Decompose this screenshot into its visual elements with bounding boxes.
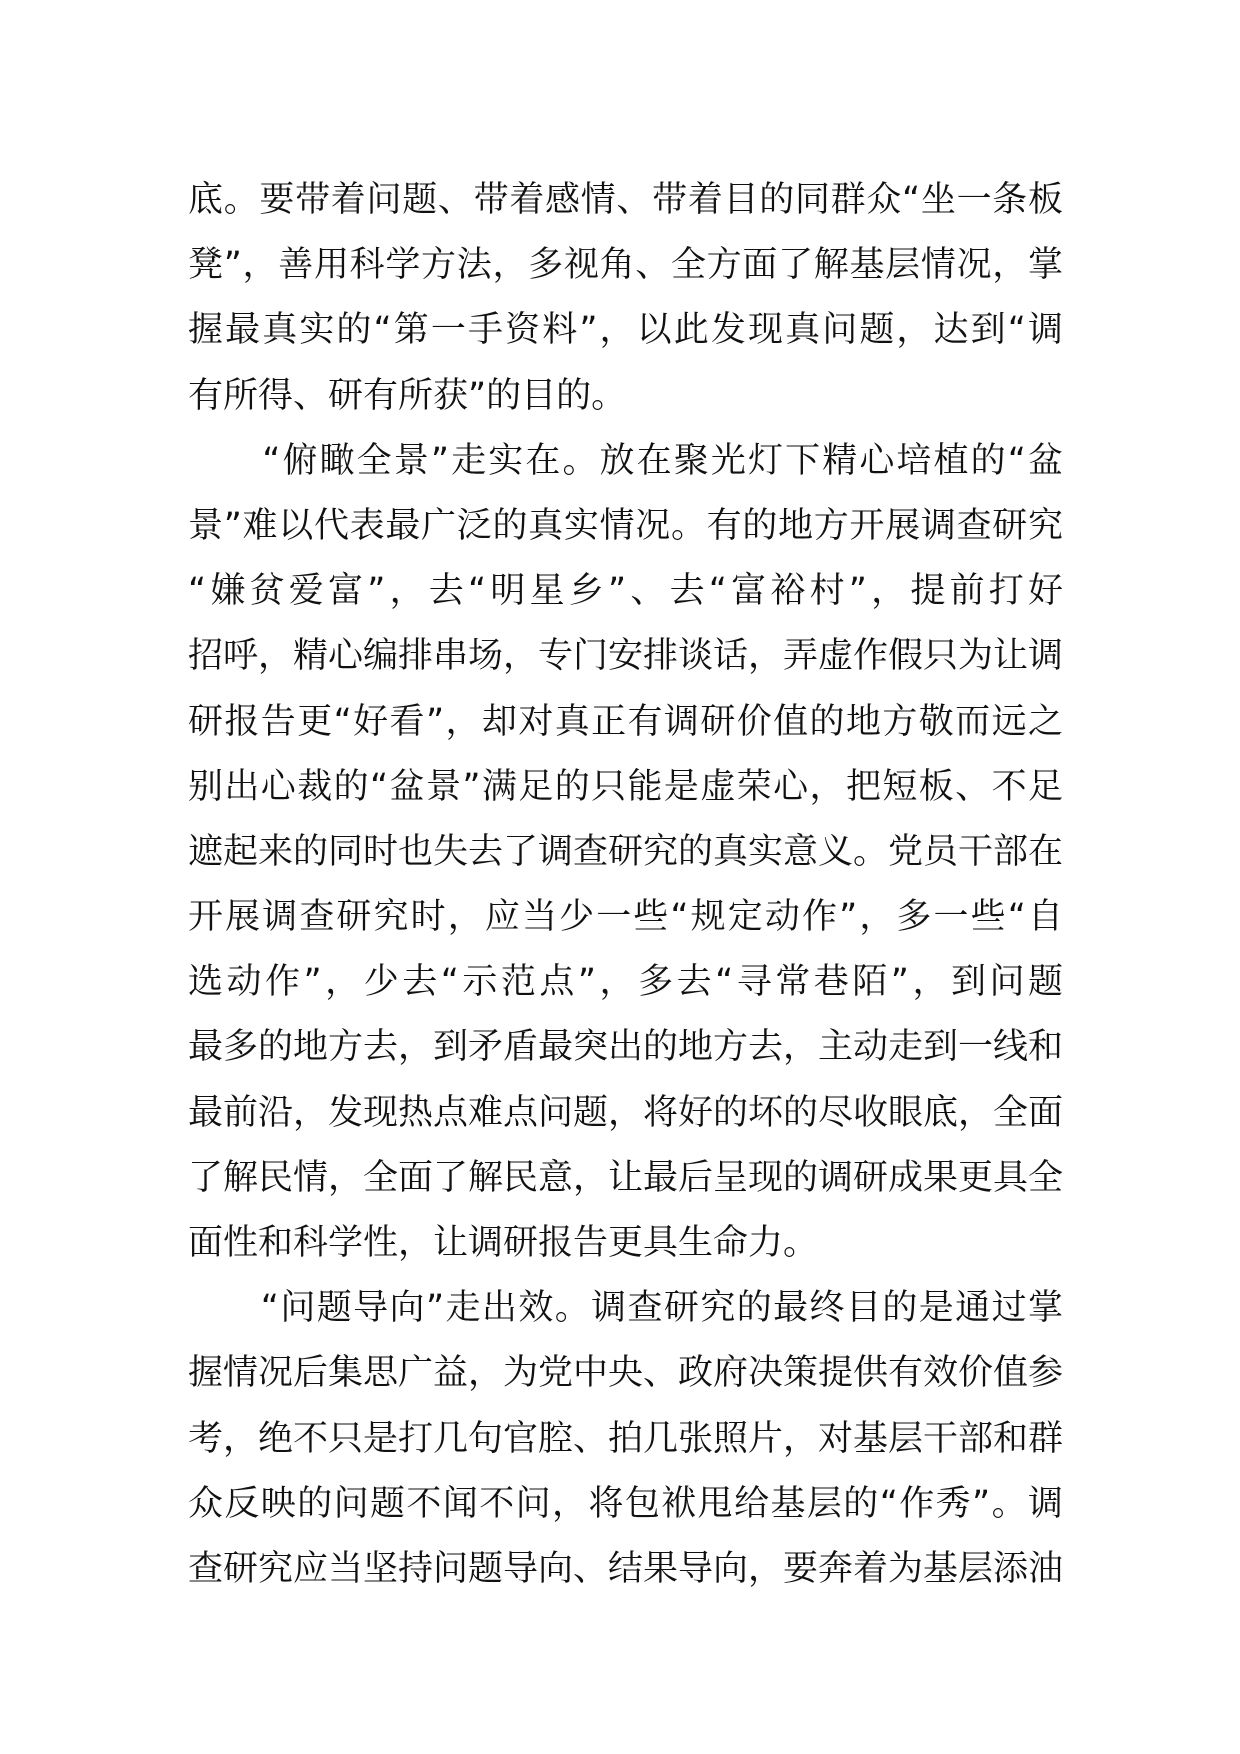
- text-line: 最前沿，发现热点难点问题，将好的坏的尽收眼底，全面: [188, 1092, 1063, 1133]
- text-line: 开展调查研究时，应当少一些“规定动作”，多一些“自: [188, 897, 1063, 938]
- text-line: 握最真实的“第一手资料”，以此发现真问题，达到“调: [188, 310, 1063, 351]
- text-line: 最多的地方去，到矛盾最突出的地方去，主动走到一线和: [188, 1027, 1063, 1068]
- text-line: “问题导向”走出效。调查研究的最终目的是通过掌: [188, 1288, 1063, 1329]
- text-line: 别出心裁的“盆景”满足的只能是虚荣心，把短板、不足: [188, 766, 1063, 807]
- text-line: 选动作”，少去“示范点”，多去“寻常巷陌”，到问题: [188, 962, 1063, 1003]
- text-line: 众反映的问题不闻不问，将包袱甩给基层的“作秀”。调: [188, 1483, 1063, 1524]
- text-line: 遮起来的同时也失去了调查研究的真实意义。党员干部在: [188, 831, 1063, 872]
- text-line: 景”难以代表最广泛的真实情况。有的地方开展调查研究: [188, 505, 1063, 546]
- text-line: 研报告更“好看”，却对真正有调研价值的地方敬而远之: [188, 701, 1063, 742]
- text-line: “嫌贫爱富”，去“明星乡”、去“富裕村”，提前打好: [188, 571, 1063, 612]
- text-line: 考，绝不只是打几句官腔、拍几张照片，对基层干部和群: [188, 1418, 1063, 1459]
- text-line: 招呼，精心编排串场，专门安排谈话，弄虚作假只为让调: [188, 636, 1063, 677]
- text-line: 凳”，善用科学方法，多视角、全方面了解基层情况，掌: [188, 245, 1063, 286]
- text-line: 了解民情，全面了解民意，让最后呈现的调研成果更具全: [188, 1157, 1063, 1198]
- text-line: 有所得、研有所获”的目的。: [188, 375, 627, 416]
- text-line: “俯瞰全景”走实在。放在聚光灯下精心培植的“盆: [188, 440, 1063, 481]
- text-line: 面性和科学性，让调研报告更具生命力。: [188, 1223, 819, 1263]
- body-text: [188, 168, 1063, 1602]
- text-line: 查研究应当坚持问题导向、结果导向，要奔着为基层添油: [188, 1548, 1063, 1589]
- text-line: 握情况后集思广益，为党中央、政府决策提供有效价值参: [188, 1353, 1063, 1394]
- text-line: 底。要带着问题、带着感情、带着目的同群众“坐一条板: [188, 180, 1063, 220]
